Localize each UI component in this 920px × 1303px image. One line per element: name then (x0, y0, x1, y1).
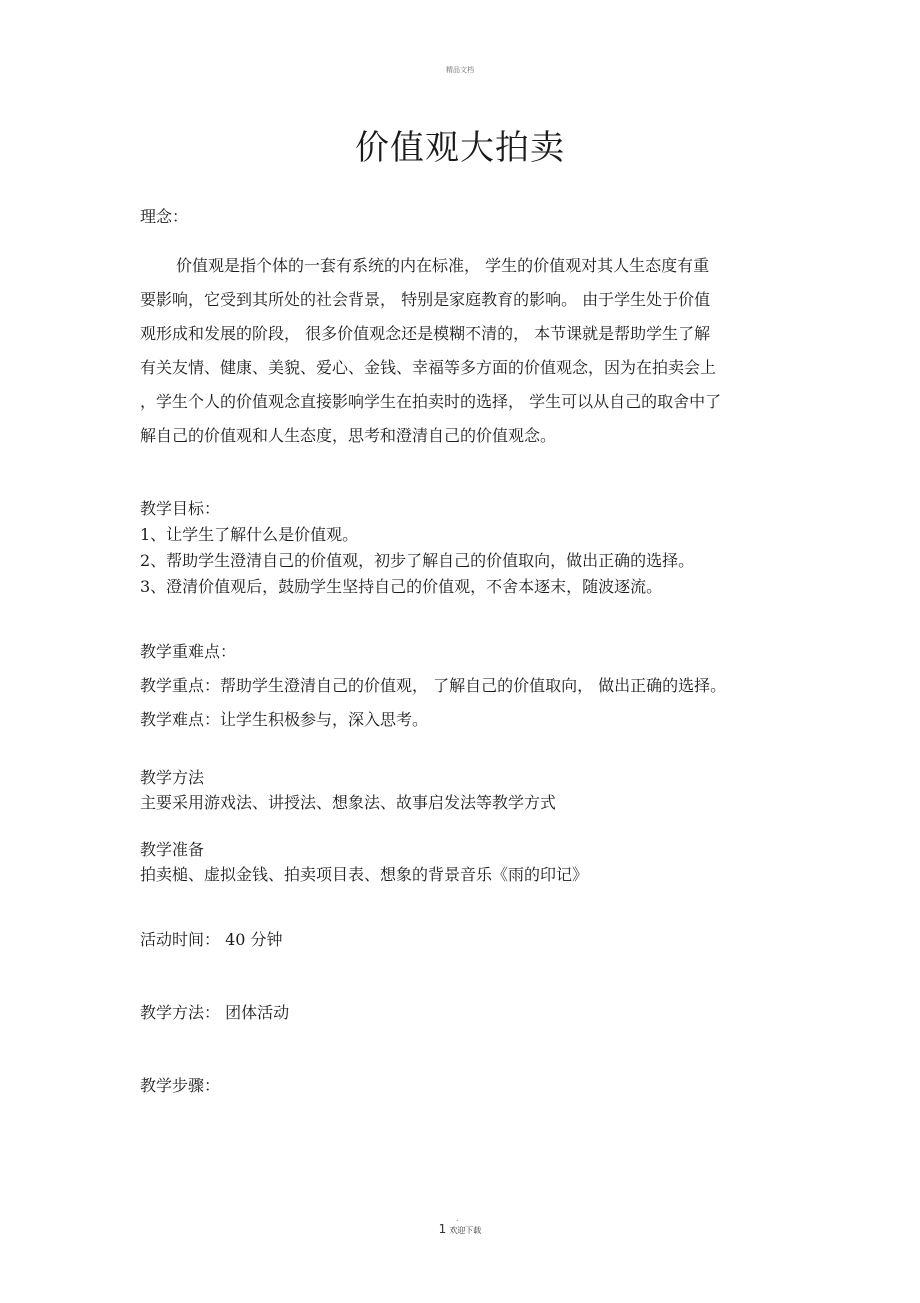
paragraph-line: 价值观是指个体的一套有系统的内在标准， 学生的价值观对其人生态度有重 (176, 256, 710, 275)
key-focus: 教学重点：帮助学生澄清自己的价值观， 了解自己的价值取向， 做出正确的选择。 (140, 676, 727, 695)
paragraph-line: ，学生个人的价值观念直接影响学生在拍卖时的选择， 学生可以从自己的取舍中了 (140, 392, 722, 411)
page-number: 1 (438, 1222, 447, 1236)
methods-text: 主要采用游戏法、讲授法、想象法、故事启发法等教学方式 (140, 793, 557, 812)
list-item: 1、让学生了解什么是价值观。 (140, 525, 359, 544)
paragraph-line: 观形成和发展的阶段， 很多价值观念还是模糊不清的， 本节课就是帮助学生了解 (140, 324, 711, 343)
paragraph-line: 解自己的价值观和人生态度，思考和澄清自己的价值观念。 (140, 426, 557, 445)
preparation-text: 拍卖槌、虚拟金钱、拍卖项目表、想象的背景音乐《雨的印记》 (140, 865, 589, 884)
list-item: 2、帮助学生澄清自己的价值观，初步了解自己的价值取向，做出正确的选择。 (140, 551, 695, 570)
page-title: 价值观大拍卖 (355, 128, 565, 168)
objectives-list (140, 522, 780, 600)
philosophy-label: 理念： (140, 207, 189, 226)
objectives-section (140, 492, 780, 526)
duration-line: 活动时间： 40 分钟 (140, 930, 283, 949)
header-watermark: 精品文档 (446, 66, 474, 74)
key-difficulty: 教学难点：让学生积极参与，深入思考。 (140, 710, 429, 729)
list-item: 3、澄清价值观后，鼓励学生坚持自己的价值观，不舍本逐末，随波逐流。 (140, 577, 663, 596)
footer-dot: . (456, 1214, 459, 1223)
key-points-label: 教学重难点： (140, 642, 237, 661)
paragraph-line: 有关友情、健康、美貌、爱心、金钱、幸福等多方面的价值观念，因为在拍卖会上 (140, 358, 717, 377)
preparation-section (140, 837, 780, 887)
objectives-label: 教学目标： (140, 499, 221, 518)
methods-section (140, 765, 780, 815)
steps-label: 教学步骤： (140, 1076, 221, 1095)
page-footer (0, 1214, 920, 1236)
philosophy-paragraph (140, 249, 780, 453)
paragraph-line: 要影响，它受到其所处的社会背景， 特别是家庭教育的影响。 由于学生处于价值 (140, 290, 711, 309)
footer-text: 欢迎下载 (449, 1226, 482, 1235)
key-points-section (140, 635, 780, 737)
preparation-label: 教学准备 (140, 840, 205, 859)
method-team-line: 教学方法： 团体活动 (140, 1003, 290, 1022)
philosophy-section (140, 200, 780, 234)
methods-label: 教学方法 (140, 768, 205, 787)
